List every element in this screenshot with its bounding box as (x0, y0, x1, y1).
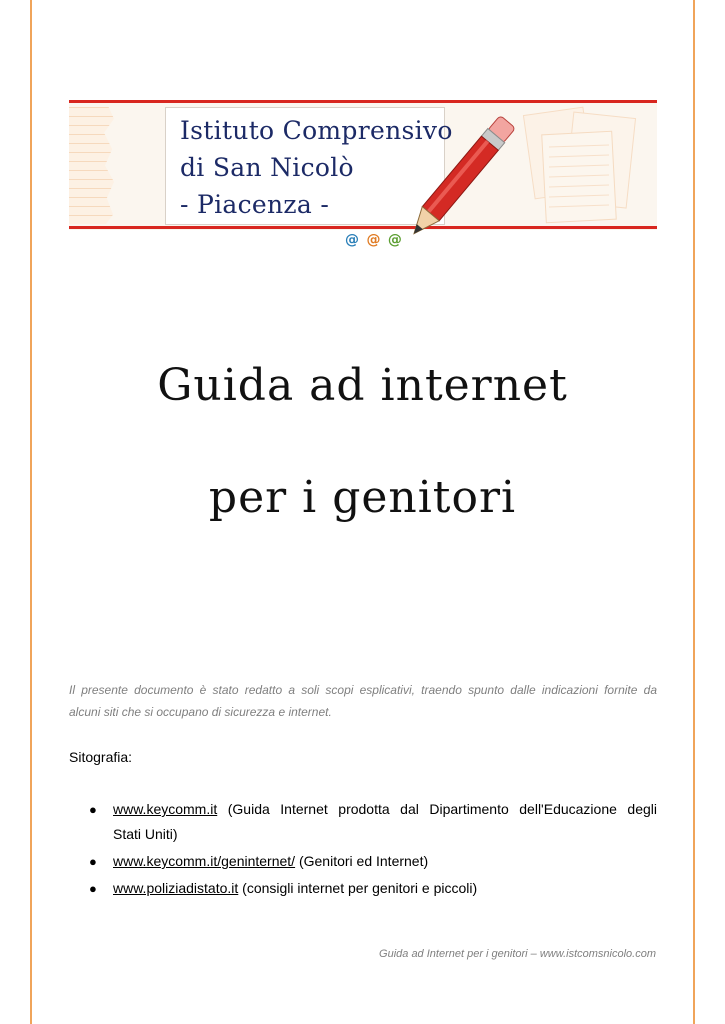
document-title-line-2: per i genitori (208, 472, 517, 523)
sitography-heading: Sitografia: (69, 749, 133, 765)
school-name-line-1: Istituto Comprensivo (180, 116, 453, 145)
at-sign-blue-icon: @ (345, 232, 359, 248)
banner-top-bar (69, 100, 657, 103)
site-link-geninternet[interactable]: www.keycomm.it/geninternet/ (113, 853, 296, 869)
list-item (86, 876, 657, 901)
site-row (113, 797, 657, 822)
at-icons-group (345, 231, 405, 249)
document-title-line-1: Guida ad internet (157, 360, 568, 411)
stacked-papers-icon (509, 105, 657, 225)
bullet: ● (89, 854, 97, 869)
site-link-poliziadistato[interactable]: www.poliziadistato.it (113, 880, 239, 896)
sitography-list (86, 797, 657, 901)
disclaimer-note (69, 679, 657, 723)
site-description: (Genitori ed Internet) (295, 853, 429, 869)
list-item (86, 797, 657, 847)
school-name-line-3: - Piacenza - (180, 190, 330, 219)
disclaimer-line-1: Il presente documento è stato redatto a soli scopi esplicativi, traendo spunto dalle indicazioni fornite da (69, 683, 657, 697)
school-banner (69, 100, 657, 248)
at-sign-orange-icon: @ (366, 232, 381, 248)
at-sign-green-icon: @ (387, 232, 402, 248)
school-name-line-2: di San Nicolò (180, 153, 354, 182)
bullet: ● (89, 881, 97, 896)
bullet: ● (89, 802, 97, 817)
disclaimer-line-2: alcuni siti che si occupano di sicurezza e internet. (69, 705, 332, 719)
list-item (86, 849, 657, 874)
banner-bottom-bar (69, 226, 657, 229)
site-description: (Guida Internet prodotta dal Dipartimento dell'Educazione degli (217, 801, 657, 817)
page-footer: Guida ad Internet per i genitori – www.istcomsnicolo.com (379, 948, 656, 960)
site-description: (consigli internet per genitori e piccoli) (238, 880, 478, 896)
site-description-continued: Stati Uniti) (113, 826, 178, 842)
pencil-icon (394, 110, 524, 250)
site-link-keycomm[interactable]: www.keycomm.it (113, 801, 218, 817)
